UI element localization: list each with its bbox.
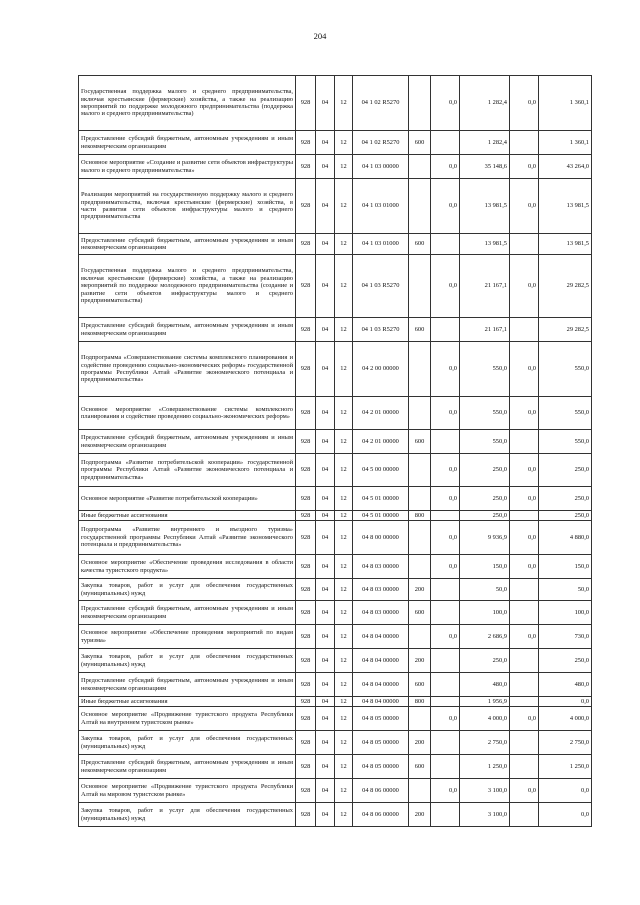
subsection-code: 12 (335, 731, 353, 755)
expense-type-code: 200 (409, 731, 431, 755)
section-code: 04 (316, 521, 335, 555)
table-row (79, 487, 592, 511)
amount-2: 2 750,0 (460, 731, 510, 755)
grbs-code: 928 (296, 430, 316, 454)
section-code: 04 (316, 179, 335, 234)
grbs-code: 928 (296, 342, 316, 397)
amount-1 (431, 755, 460, 779)
target-article-code: 04 8 03 00000 (353, 579, 409, 601)
amount-3: 0,0 (510, 155, 539, 179)
target-article-code: 04 5 01 00000 (353, 487, 409, 511)
expense-type-code: 800 (409, 511, 431, 521)
grbs-code: 928 (296, 779, 316, 803)
grbs-code: 928 (296, 179, 316, 234)
target-article-code: 04 8 05 00000 (353, 731, 409, 755)
row-name: Реализация мероприятий на государственную поддержку малого и среднего предпринимательства, включая крестьянские (фермерские) хозяйства, в части развития сети объектов инфраструктуры малого и среднего предпринимательства (79, 179, 296, 234)
grbs-code: 928 (296, 625, 316, 649)
amount-3 (510, 511, 539, 521)
expense-type-code (409, 255, 431, 318)
subsection-code: 12 (335, 707, 353, 731)
amount-3: 0,0 (510, 625, 539, 649)
grbs-code: 928 (296, 487, 316, 511)
table-row (79, 318, 592, 342)
subsection-code: 12 (335, 601, 353, 625)
amount-3 (510, 649, 539, 673)
subsection-code: 12 (335, 649, 353, 673)
table-row (79, 521, 592, 555)
target-article-code: 04 1 03 R5270 (353, 255, 409, 318)
amount-1: 0,0 (431, 255, 460, 318)
amount-1 (431, 731, 460, 755)
amount-1: 0,0 (431, 155, 460, 179)
expense-type-code: 200 (409, 803, 431, 827)
amount-1 (431, 697, 460, 707)
target-article-code: 04 8 04 00000 (353, 625, 409, 649)
row-name: Основное мероприятие «Развитие потребительской кооперации» (79, 487, 296, 511)
grbs-code: 928 (296, 131, 316, 155)
amount-4: 250,0 (539, 511, 592, 521)
section-code: 04 (316, 511, 335, 521)
amount-4: 250,0 (539, 649, 592, 673)
amount-4: 0,0 (539, 803, 592, 827)
subsection-code: 12 (335, 555, 353, 579)
grbs-code: 928 (296, 731, 316, 755)
target-article-code: 04 1 02 R5270 (353, 131, 409, 155)
row-name: Предоставление субсидий бюджетным, автономным учреждениям и иным некоммерческим организациям (79, 755, 296, 779)
amount-3: 0,0 (510, 779, 539, 803)
amount-1 (431, 318, 460, 342)
amount-3: 0,0 (510, 521, 539, 555)
section-code: 04 (316, 430, 335, 454)
amount-2: 250,0 (460, 454, 510, 487)
amount-2: 13 981,5 (460, 234, 510, 255)
subsection-code: 12 (335, 511, 353, 521)
expense-type-code (409, 179, 431, 234)
amount-2: 250,0 (460, 649, 510, 673)
amount-3 (510, 601, 539, 625)
grbs-code: 928 (296, 803, 316, 827)
table-row (79, 76, 592, 131)
grbs-code: 928 (296, 511, 316, 521)
expense-type-code (409, 342, 431, 397)
amount-1 (431, 803, 460, 827)
grbs-code: 928 (296, 649, 316, 673)
amount-1: 0,0 (431, 397, 460, 430)
amount-4: 4 880,0 (539, 521, 592, 555)
amount-4: 480,0 (539, 673, 592, 697)
amount-1: 0,0 (431, 707, 460, 731)
expense-type-code (409, 454, 431, 487)
grbs-code: 928 (296, 555, 316, 579)
amount-4: 0,0 (539, 697, 592, 707)
amount-4: 250,0 (539, 454, 592, 487)
row-name: Предоставление субсидий бюджетным, автономным учреждениям и иным некоммерческим организациям (79, 430, 296, 454)
row-name: Предоставление субсидий бюджетным, автономным учреждениям и иным некоммерческим организациям (79, 234, 296, 255)
amount-1 (431, 131, 460, 155)
amount-4: 150,0 (539, 555, 592, 579)
row-name: Основное мероприятие «Создание и развитие сети объектов инфраструктуры малого и среднего предпринимательства» (79, 155, 296, 179)
amount-2: 9 936,9 (460, 521, 510, 555)
table-row (79, 179, 592, 234)
amount-2: 3 100,0 (460, 779, 510, 803)
expense-type-code: 800 (409, 697, 431, 707)
expense-type-code (409, 625, 431, 649)
row-name: Основное мероприятие «Обеспечение проведения мероприятий по видам туризма» (79, 625, 296, 649)
expense-type-code (409, 707, 431, 731)
amount-1: 0,0 (431, 179, 460, 234)
amount-1: 0,0 (431, 454, 460, 487)
amount-2: 150,0 (460, 555, 510, 579)
subsection-code: 12 (335, 779, 353, 803)
row-name: Основное мероприятие «Обеспечение проведения исследования в области качества туристского продукта» (79, 555, 296, 579)
amount-2: 1 250,0 (460, 755, 510, 779)
amount-4: 29 282,5 (539, 318, 592, 342)
table-row (79, 430, 592, 454)
amount-3 (510, 673, 539, 697)
amount-3 (510, 318, 539, 342)
subsection-code: 12 (335, 430, 353, 454)
row-name: Иные бюджетные ассигнования (79, 697, 296, 707)
grbs-code: 928 (296, 601, 316, 625)
section-code: 04 (316, 755, 335, 779)
grbs-code: 928 (296, 255, 316, 318)
subsection-code: 12 (335, 76, 353, 131)
table-row (79, 342, 592, 397)
table-row (79, 601, 592, 625)
section-code: 04 (316, 779, 335, 803)
amount-2: 1 282,4 (460, 131, 510, 155)
amount-2: 50,0 (460, 579, 510, 601)
amount-2: 2 686,9 (460, 625, 510, 649)
amount-2: 1 282,4 (460, 76, 510, 131)
amount-3 (510, 731, 539, 755)
target-article-code: 04 5 00 00000 (353, 454, 409, 487)
amount-2: 21 167,1 (460, 318, 510, 342)
expense-type-code (409, 397, 431, 430)
table-row (79, 707, 592, 731)
amount-1 (431, 511, 460, 521)
expense-type-code: 600 (409, 755, 431, 779)
target-article-code: 04 2 00 00000 (353, 342, 409, 397)
amount-2: 1 956,9 (460, 697, 510, 707)
target-article-code: 04 2 01 00000 (353, 430, 409, 454)
expense-type-code (409, 155, 431, 179)
subsection-code: 12 (335, 397, 353, 430)
subsection-code: 12 (335, 487, 353, 511)
amount-4: 1 250,0 (539, 755, 592, 779)
section-code: 04 (316, 76, 335, 131)
section-code: 04 (316, 697, 335, 707)
amount-4: 2 750,0 (539, 731, 592, 755)
amount-4: 13 981,5 (539, 179, 592, 234)
target-article-code: 04 8 05 00000 (353, 755, 409, 779)
amount-2: 3 100,0 (460, 803, 510, 827)
table-row (79, 625, 592, 649)
target-article-code: 04 8 04 00000 (353, 697, 409, 707)
table-row (79, 397, 592, 430)
grbs-code: 928 (296, 755, 316, 779)
row-name: Закупка товаров, работ и услуг для обеспечения государственных (муниципальных) нужд (79, 649, 296, 673)
subsection-code: 12 (335, 579, 353, 601)
amount-2: 250,0 (460, 511, 510, 521)
section-code: 04 (316, 454, 335, 487)
budget-table-body (79, 76, 592, 827)
expense-type-code: 600 (409, 318, 431, 342)
amount-4: 100,0 (539, 601, 592, 625)
subsection-code: 12 (335, 521, 353, 555)
amount-3: 0,0 (510, 342, 539, 397)
subsection-code: 12 (335, 318, 353, 342)
amount-1: 0,0 (431, 342, 460, 397)
page-number: 204 (313, 31, 327, 41)
section-code: 04 (316, 131, 335, 155)
row-name: Иные бюджетные ассигнования (79, 511, 296, 521)
target-article-code: 04 1 03 01000 (353, 234, 409, 255)
amount-4: 250,0 (539, 487, 592, 511)
amount-2: 550,0 (460, 397, 510, 430)
grbs-code: 928 (296, 521, 316, 555)
amount-2: 21 167,1 (460, 255, 510, 318)
amount-1: 0,0 (431, 625, 460, 649)
amount-4: 0,0 (539, 779, 592, 803)
table-row (79, 555, 592, 579)
section-code: 04 (316, 318, 335, 342)
expense-type-code: 200 (409, 649, 431, 673)
expense-type-code: 600 (409, 430, 431, 454)
subsection-code: 12 (335, 255, 353, 318)
target-article-code: 04 2 01 00000 (353, 397, 409, 430)
table-row (79, 779, 592, 803)
amount-1: 0,0 (431, 487, 460, 511)
amount-4: 730,0 (539, 625, 592, 649)
expense-type-code (409, 779, 431, 803)
section-code: 04 (316, 397, 335, 430)
row-name: Предоставление субсидий бюджетным, автономным учреждениям и иным некоммерческим организациям (79, 318, 296, 342)
table-row (79, 454, 592, 487)
section-code: 04 (316, 649, 335, 673)
target-article-code: 04 8 05 00000 (353, 707, 409, 731)
amount-4: 1 360,1 (539, 131, 592, 155)
amount-1: 0,0 (431, 555, 460, 579)
amount-3 (510, 131, 539, 155)
grbs-code: 928 (296, 76, 316, 131)
section-code: 04 (316, 234, 335, 255)
grbs-code: 928 (296, 697, 316, 707)
table-row (79, 803, 592, 827)
target-article-code: 04 8 06 00000 (353, 803, 409, 827)
expense-type-code: 600 (409, 601, 431, 625)
expense-type-code: 200 (409, 579, 431, 601)
grbs-code: 928 (296, 673, 316, 697)
subsection-code: 12 (335, 179, 353, 234)
table-row (79, 511, 592, 521)
amount-3: 0,0 (510, 454, 539, 487)
section-code: 04 (316, 625, 335, 649)
amount-3 (510, 430, 539, 454)
row-name: Предоставление субсидий бюджетным, автономным учреждениям и иным некоммерческим организациям (79, 673, 296, 697)
grbs-code: 928 (296, 318, 316, 342)
table-row (79, 697, 592, 707)
amount-3: 0,0 (510, 76, 539, 131)
table-row (79, 155, 592, 179)
target-article-code: 04 1 03 01000 (353, 179, 409, 234)
section-code: 04 (316, 155, 335, 179)
amount-2: 480,0 (460, 673, 510, 697)
subsection-code: 12 (335, 234, 353, 255)
expense-type-code (409, 555, 431, 579)
amount-4: 550,0 (539, 342, 592, 397)
amount-2: 100,0 (460, 601, 510, 625)
amount-4: 1 360,1 (539, 76, 592, 131)
amount-1 (431, 430, 460, 454)
amount-4: 43 264,0 (539, 155, 592, 179)
amount-4: 13 981,5 (539, 234, 592, 255)
amount-3 (510, 755, 539, 779)
expense-type-code: 600 (409, 131, 431, 155)
target-article-code: 04 8 03 00000 (353, 601, 409, 625)
row-name: Закупка товаров, работ и услуг для обеспечения государственных (муниципальных) нужд (79, 803, 296, 827)
target-article-code: 04 5 01 00000 (353, 511, 409, 521)
section-code: 04 (316, 342, 335, 397)
amount-3: 0,0 (510, 255, 539, 318)
amount-2: 550,0 (460, 342, 510, 397)
target-article-code: 04 8 03 00000 (353, 555, 409, 579)
section-code: 04 (316, 555, 335, 579)
expense-type-code (409, 76, 431, 131)
row-name: Государственная поддержка малого и среднего предпринимательства, включая крестьянские (фермерские) хозяйства, а также на реализацию мероприятий по поддержке молодежного предпринимательства (поддержка малого и среднего предпринимательства) (79, 76, 296, 131)
amount-2: 250,0 (460, 487, 510, 511)
amount-4: 4 000,0 (539, 707, 592, 731)
target-article-code: 04 8 00 00000 (353, 521, 409, 555)
amount-3 (510, 697, 539, 707)
grbs-code: 928 (296, 707, 316, 731)
target-article-code: 04 1 02 R5270 (353, 76, 409, 131)
row-name: Основное мероприятие «Продвижение туристского продукта Республики Алтай на мировом туристском рынке» (79, 779, 296, 803)
target-article-code: 04 1 03 00000 (353, 155, 409, 179)
table-row (79, 731, 592, 755)
row-name: Государственная поддержка малого и среднего предпринимательства, включая крестьянские (фермерские) хозяйства, а также на реализацию мероприятий по поддержке молодежного предпринимательства (создание и развитие сети объектов инфраструктуры малого и среднего предпринимательства) (79, 255, 296, 318)
row-name: Подпрограмма «Совершенствование системы комплексного планирования и содействие проведению социально-экономических реформ» государственной программы Республики Алтай «Развитие экономического потенциала и предпринимательства» (79, 342, 296, 397)
row-name: Закупка товаров, работ и услуг для обеспечения государственных (муниципальных) нужд (79, 579, 296, 601)
subsection-code: 12 (335, 454, 353, 487)
table-row (79, 255, 592, 318)
subsection-code: 12 (335, 697, 353, 707)
amount-2: 550,0 (460, 430, 510, 454)
section-code: 04 (316, 803, 335, 827)
section-code: 04 (316, 579, 335, 601)
row-name: Основное мероприятие «Продвижение туристского продукта Республики Алтай на внутреннем туристском рынке» (79, 707, 296, 731)
target-article-code: 04 8 04 00000 (353, 673, 409, 697)
row-name: Основное мероприятие «Совершенствование системы комплексного планирования и содействие проведению социально-экономических реформ» (79, 397, 296, 430)
section-code: 04 (316, 601, 335, 625)
row-name: Подпрограмма «Развитие внутреннего и въездного туризма» государственной программы Республики Алтай «Развитие экономического потенциала и предпринимательства» (79, 521, 296, 555)
target-article-code: 04 1 03 R5270 (353, 318, 409, 342)
amount-4: 29 282,5 (539, 255, 592, 318)
amount-1 (431, 673, 460, 697)
amount-3 (510, 579, 539, 601)
table-row (79, 755, 592, 779)
row-name: Подпрограмма «Развитие потребительской кооперации» государственной программы Республики Алтай «Развитие экономического потенциала и предпринимательства» (79, 454, 296, 487)
subsection-code: 12 (335, 342, 353, 397)
amount-3 (510, 803, 539, 827)
grbs-code: 928 (296, 155, 316, 179)
amount-4: 550,0 (539, 430, 592, 454)
amount-1: 0,0 (431, 76, 460, 131)
section-code: 04 (316, 255, 335, 318)
expense-type-code (409, 487, 431, 511)
grbs-code: 928 (296, 234, 316, 255)
amount-1: 0,0 (431, 521, 460, 555)
amount-2: 4 000,0 (460, 707, 510, 731)
table-row (79, 579, 592, 601)
budget-table (78, 75, 592, 827)
target-article-code: 04 8 06 00000 (353, 779, 409, 803)
grbs-code: 928 (296, 454, 316, 487)
table-row (79, 649, 592, 673)
subsection-code: 12 (335, 625, 353, 649)
amount-2: 13 981,5 (460, 179, 510, 234)
expense-type-code: 600 (409, 673, 431, 697)
amount-1 (431, 234, 460, 255)
section-code: 04 (316, 487, 335, 511)
table-row (79, 131, 592, 155)
grbs-code: 928 (296, 397, 316, 430)
subsection-code: 12 (335, 803, 353, 827)
amount-1 (431, 579, 460, 601)
amount-3: 0,0 (510, 397, 539, 430)
row-name: Закупка товаров, работ и услуг для обеспечения государственных (муниципальных) нужд (79, 731, 296, 755)
amount-4: 50,0 (539, 579, 592, 601)
amount-1 (431, 649, 460, 673)
subsection-code: 12 (335, 131, 353, 155)
subsection-code: 12 (335, 155, 353, 179)
section-code: 04 (316, 731, 335, 755)
amount-3: 0,0 (510, 487, 539, 511)
section-code: 04 (316, 707, 335, 731)
section-code: 04 (316, 673, 335, 697)
subsection-code: 12 (335, 673, 353, 697)
table-row (79, 234, 592, 255)
row-name: Предоставление субсидий бюджетным, автономным учреждениям и иным некоммерческим организациям (79, 131, 296, 155)
amount-3 (510, 234, 539, 255)
expense-type-code: 600 (409, 234, 431, 255)
subsection-code: 12 (335, 755, 353, 779)
amount-3: 0,0 (510, 555, 539, 579)
amount-1 (431, 601, 460, 625)
amount-1: 0,0 (431, 779, 460, 803)
amount-3: 0,0 (510, 179, 539, 234)
grbs-code: 928 (296, 579, 316, 601)
amount-3: 0,0 (510, 707, 539, 731)
amount-4: 550,0 (539, 397, 592, 430)
target-article-code: 04 8 04 00000 (353, 649, 409, 673)
expense-type-code (409, 521, 431, 555)
amount-2: 35 148,6 (460, 155, 510, 179)
table-row (79, 673, 592, 697)
row-name: Предоставление субсидий бюджетным, автономным учреждениям и иным некоммерческим организациям (79, 601, 296, 625)
